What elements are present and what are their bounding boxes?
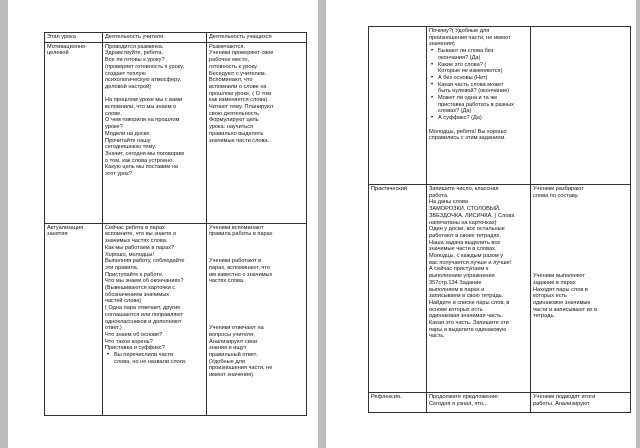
- header-student-activity: Деятельность учащихся: [207, 33, 307, 43]
- student-activity-cell: Ученики вспоминают правила работы в парах Ученики работают в парах, вспоминают, что им известно о значимых частях слова. Ученики отвечают на вопросы учителя, Анализируют свои знания и ищут правильный ответ. (Удобные для произношения части, не имеют значения): [207, 223, 307, 415]
- student-activity-cell: Размечаются. Ученики проверяют свое рабочее место, готовность к уроку. Беседуют с учителем. Вспоминают, что вспомнили о слове на прошлом уроке, ( О том как изменяется слова). Читают тему. Планируют свою деятельность Формулируют цель урока: научиться правильно выделять значимые части слова.: [207, 42, 307, 223]
- teacher-activity-text: Почему?( Удобные для произношения части, не имеют значения): [429, 28, 511, 48]
- stage-cell: Рефлексия.: [369, 393, 427, 413]
- teacher-activity-cell: [103, 223, 207, 415]
- teacher-activity-cell: Продолжите предложение: Сегодня я узнал, что...: [427, 393, 531, 413]
- table-row: [369, 27, 631, 185]
- document-page-right: [326, 0, 636, 448]
- list-item: • Какие это слова? ( Которые не изменяются): [429, 62, 528, 75]
- teacher-activity-text: Молодцы, ребята! Вы хорошо справились с этим заданием.: [429, 128, 507, 142]
- table-row: [369, 393, 631, 413]
- bullet-list: [429, 48, 528, 122]
- table-header-row: [45, 33, 307, 43]
- student-activity-cell: [531, 27, 631, 185]
- list-item: • Вы перечислили части слова, но не назвали слоги.: [105, 352, 204, 365]
- teacher-activity-text: Сейчас ребята в парах вспомните, что вы знаете о значимых частях слова. Как мы работаем в парах? Хорошо, молодцы! Выполняя работу, соблюдайте эти правила. Приступайте к работе. Что мы знаем об окончаниях? (Вывешиваются карточки с обозначением значимых частей слова) ( Одна пара отвечает, другие соглашаются или поправляют одноклассников и дополняют ответ.) Что знаем об основе? Что такое корень? Приставка и суффикс?: [105, 224, 185, 352]
- document-page-left: [8, 0, 318, 448]
- student-activity-cell: Ученики подводят итоги работы. Анализируют: [531, 393, 631, 413]
- table-row: [45, 223, 307, 415]
- header-stage: Этап урока: [45, 33, 103, 43]
- lesson-table-left: [44, 32, 307, 416]
- table-row: [369, 185, 631, 393]
- bullet-list: [105, 352, 204, 365]
- teacher-activity-cell: Проводится разминка. Здравствуйте, ребята. Все ли готовы к уроку? (проверяет готовность к уроку, создает теплую психологическую атмосферу, деловой настрой) На прошлом уроке мы с вами вспомнили, что мы знаем о слове. О чем говорили на прошлом уроке? Модели на доске. Прочитайте нашу сегодняшнюю тему. Значит, сегодня мы поговорим о том, как слова устроено. Какую цель мы поставим на этот урок?: [103, 42, 207, 223]
- student-activity-cell: Ученики разбирают слова по составу. Ученики выполняют задание в парах Находят пары слов в которых есть одинаковое значимые части и записывают их в тетрадь.: [531, 185, 631, 393]
- teacher-activity-cell: Запишите число, классная работа. На даны слова ЗАМОРОЗКИ, СТОЛОВЫЙ, ЗВЕЗДОЧКА, ЛИСИЧКА. ( Слова напечатаны на карточках) Один у доски, все остальные работают в своих тетрадях. Наша задача выделить все значимые части в словах. Молодцы, с каждым разом у вас получается лучше и лучше! А сейчас приступаем к выполнению упражнения 357стр.134 Задание выполняем в парах и записываем в свою тетрадь. Найдите в списке пары слов, в основе которых есть одинаковая значимая часть. Какая это часть. Запишите эти пары и выделите одинаковую часть.: [427, 185, 531, 393]
- stage-cell: Актуализация занятия: [45, 223, 103, 415]
- teacher-activity-cell: [427, 27, 531, 185]
- lesson-table-right: [368, 26, 631, 413]
- list-item: • А без основы (Нет): [429, 75, 528, 82]
- list-item: • Может ли одна и та же приставка работать в разных словах? (Да): [429, 95, 528, 115]
- header-teacher-activity: Деятельность учителя: [103, 33, 207, 43]
- list-item: • Бывают ли слова без окончания? (Да): [429, 48, 528, 61]
- stage-cell: [369, 27, 427, 185]
- stage-cell: Мотивационно- целевой: [45, 42, 103, 223]
- stage-cell: Практический: [369, 185, 427, 393]
- table-row: [45, 42, 307, 223]
- list-item: • Какая часть слова может быть нулевой? (окончание): [429, 82, 528, 95]
- list-item: • А суффикс? (Да): [429, 115, 528, 122]
